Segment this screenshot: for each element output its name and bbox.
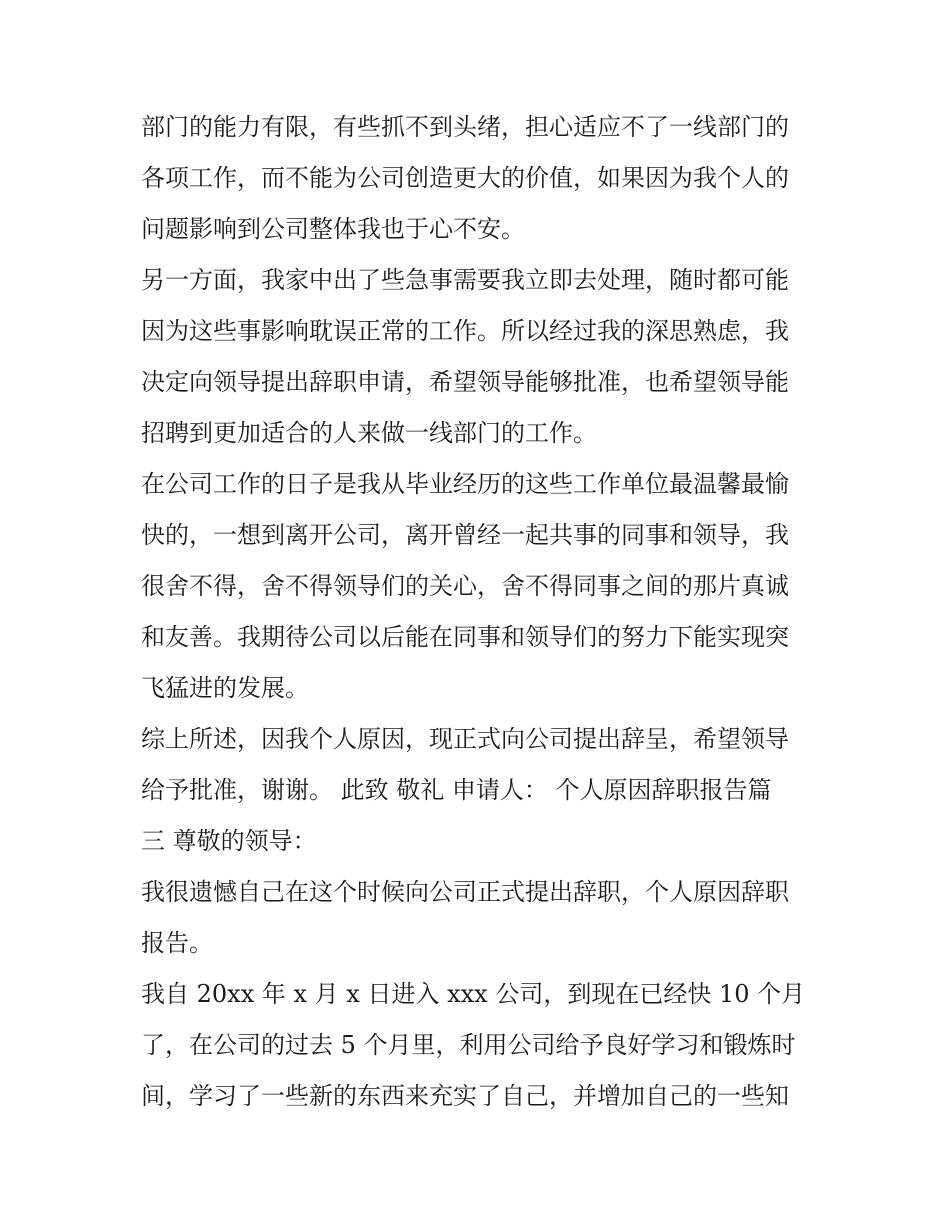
- text-line: 各项工作，而不能为公司创造更大的价值，如果因为我个人的: [141, 164, 789, 192]
- text-line: 报告。: [141, 929, 213, 957]
- text-line: 我自 20xx 年 x 月 x 日进入 xxx 公司，到现在已经快 10 个月: [141, 980, 806, 1008]
- text-line: 招聘到更加适合的人来做一线部门的工作。: [141, 419, 597, 447]
- text-line: 因为这些事影响耽误正常的工作。所以经过我的深思熟虑，我: [141, 317, 789, 345]
- text-line: 决定向领导提出辞职申请，希望领导能够批准，也希望领导能: [141, 368, 789, 396]
- text-line: 综上所述，因我个人原因，现正式向公司提出辞呈，希望领导: [141, 725, 789, 753]
- text-line: 飞猛进的发展。: [141, 674, 309, 702]
- text-line: 和友善。我期待公司以后能在同事和领导们的努力下能实现突: [141, 623, 789, 651]
- text-line: 问题影响到公司整体我也于心不安。: [141, 215, 525, 243]
- text-line: 给予批准，谢谢。 此致 敬礼 申请人： 个人原因辞职报告篇: [141, 776, 772, 804]
- text-line: 间，学习了一些新的东西来充实了自己，并增加自己的一些知: [141, 1082, 789, 1110]
- text-line: 部门的能力有限，有些抓不到头绪，担心适应不了一线部门的: [141, 113, 789, 141]
- text-line: 我很遗憾自己在这个时候向公司正式提出辞职，个人原因辞职: [141, 878, 789, 906]
- text-line: 另一方面，我家中出了些急事需要我立即去处理，随时都可能: [141, 266, 789, 294]
- text-line: 在公司工作的日子是我从毕业经历的这些工作单位最温馨最愉: [141, 470, 789, 498]
- text-line: 快的，一想到离开公司，离开曾经一起共事的同事和领导，我: [141, 521, 789, 549]
- document-body: [141, 102, 831, 1122]
- text-line: 三 尊敬的领导：: [141, 827, 317, 855]
- text-line: 很舍不得，舍不得领导们的关心，舍不得同事之间的那片真诚: [141, 572, 789, 600]
- text-line: 了，在公司的过去 5 个月里，利用公司给予良好学习和锻炼时: [141, 1031, 796, 1059]
